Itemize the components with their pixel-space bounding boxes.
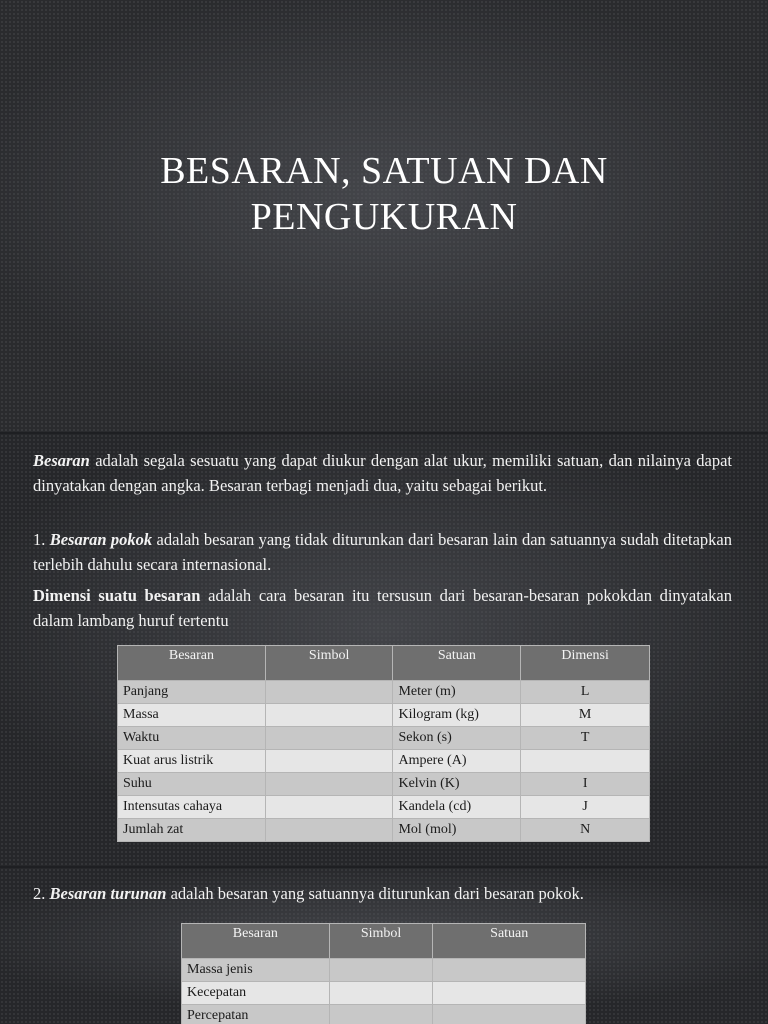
table-cell — [329, 959, 433, 982]
table-cell — [521, 750, 650, 773]
table-cell: Kelvin (K) — [393, 773, 521, 796]
term-besaran-pokok: Besaran pokok — [49, 530, 153, 549]
table-row — [182, 1005, 586, 1024]
table-cell — [265, 750, 393, 773]
table-cell: Mol (mol) — [393, 819, 521, 842]
column-header: Satuan — [433, 924, 586, 959]
definition-dimensi-text: adalah cara besaran itu tersusun dari besaran-besaran pokokdan dinyatakan dalam lambang huruf tertentu — [33, 586, 732, 630]
term-besaran-turunan: Besaran turunan — [49, 884, 167, 903]
table-row — [118, 773, 650, 796]
table-cell: Intensutas cahaya — [118, 796, 266, 819]
table-row — [118, 704, 650, 727]
table-cell — [265, 704, 393, 727]
table-cell: Ampere (A) — [393, 750, 521, 773]
table-cell — [265, 773, 393, 796]
table-cell: Waktu — [118, 727, 266, 750]
table-cell: Kuat arus listrik — [118, 750, 266, 773]
table-cell: J — [521, 796, 650, 819]
table-cell: N — [521, 819, 650, 842]
table-header-row — [182, 924, 586, 959]
table-cell — [265, 819, 393, 842]
besaran-turunan-table — [181, 923, 586, 1024]
table-row — [118, 681, 650, 704]
table-cell — [265, 727, 393, 750]
besaran-turunan-slide — [0, 868, 768, 1024]
besaran-pokok-table — [117, 645, 650, 842]
table-cell: M — [521, 704, 650, 727]
table-row — [182, 982, 586, 1005]
column-header: Satuan — [393, 646, 521, 681]
definition-besaran-pokok-text: adalah besaran yang tidak diturunkan dari besaran lain dan satuannya sudah ditetapkan terlebih dahulu secara internasional. — [33, 530, 732, 574]
table-cell: Massa jenis — [182, 959, 330, 982]
column-header: Dimensi — [521, 646, 650, 681]
table-cell: Sekon (s) — [393, 727, 521, 750]
table-cell: Kilogram (kg) — [393, 704, 521, 727]
table-row — [118, 819, 650, 842]
definition-dimensi — [33, 584, 732, 633]
table-cell — [433, 1005, 586, 1024]
table-header-row — [118, 646, 650, 681]
column-header: Besaran — [182, 924, 330, 959]
table-cell: Jumlah zat — [118, 819, 266, 842]
table-cell: Massa — [118, 704, 266, 727]
table-cell: Percepatan — [182, 1005, 330, 1024]
column-header: Simbol — [265, 646, 393, 681]
list-number: 2. — [33, 884, 50, 903]
table-row — [118, 796, 650, 819]
table-cell — [265, 681, 393, 704]
table-cell — [433, 959, 586, 982]
table-cell: Suhu — [118, 773, 266, 796]
definition-besaran-turunan-text: adalah besaran yang satuannya diturunkan dari besaran pokok. — [166, 884, 584, 903]
slide-title: BESARAN, SATUAN DAN PENGUKURAN — [160, 150, 608, 238]
table-cell — [265, 796, 393, 819]
table-row — [118, 727, 650, 750]
table-cell: Meter (m) — [393, 681, 521, 704]
term-dimensi: Dimensi suatu besaran — [33, 586, 201, 605]
list-number: 1. — [33, 530, 50, 549]
table-cell: Kandela (cd) — [393, 796, 521, 819]
definition-besaran — [33, 449, 732, 498]
table-cell: Kecepatan — [182, 982, 330, 1005]
table-cell: Panjang — [118, 681, 266, 704]
column-header: Simbol — [329, 924, 433, 959]
table-cell: T — [521, 727, 650, 750]
definition-besaran-pokok — [33, 528, 732, 577]
definition-besaran-text: adalah segala sesuatu yang dapat diukur dengan alat ukur, memiliki satuan, dan nilainya dapat dinyatakan dengan angka. Besaran terbagi menjadi dua, yaitu sebagai berikut. — [33, 451, 732, 495]
table-cell: I — [521, 773, 650, 796]
title-slide — [0, 0, 768, 432]
table-cell — [329, 1005, 433, 1024]
term-besaran: Besaran — [33, 451, 90, 470]
table-row — [182, 959, 586, 982]
table-cell: L — [521, 681, 650, 704]
table-cell — [329, 982, 433, 1005]
column-header: Besaran — [118, 646, 266, 681]
besaran-pokok-slide — [0, 434, 768, 866]
definition-besaran-turunan — [33, 882, 732, 907]
table-cell — [433, 982, 586, 1005]
table-row — [118, 750, 650, 773]
